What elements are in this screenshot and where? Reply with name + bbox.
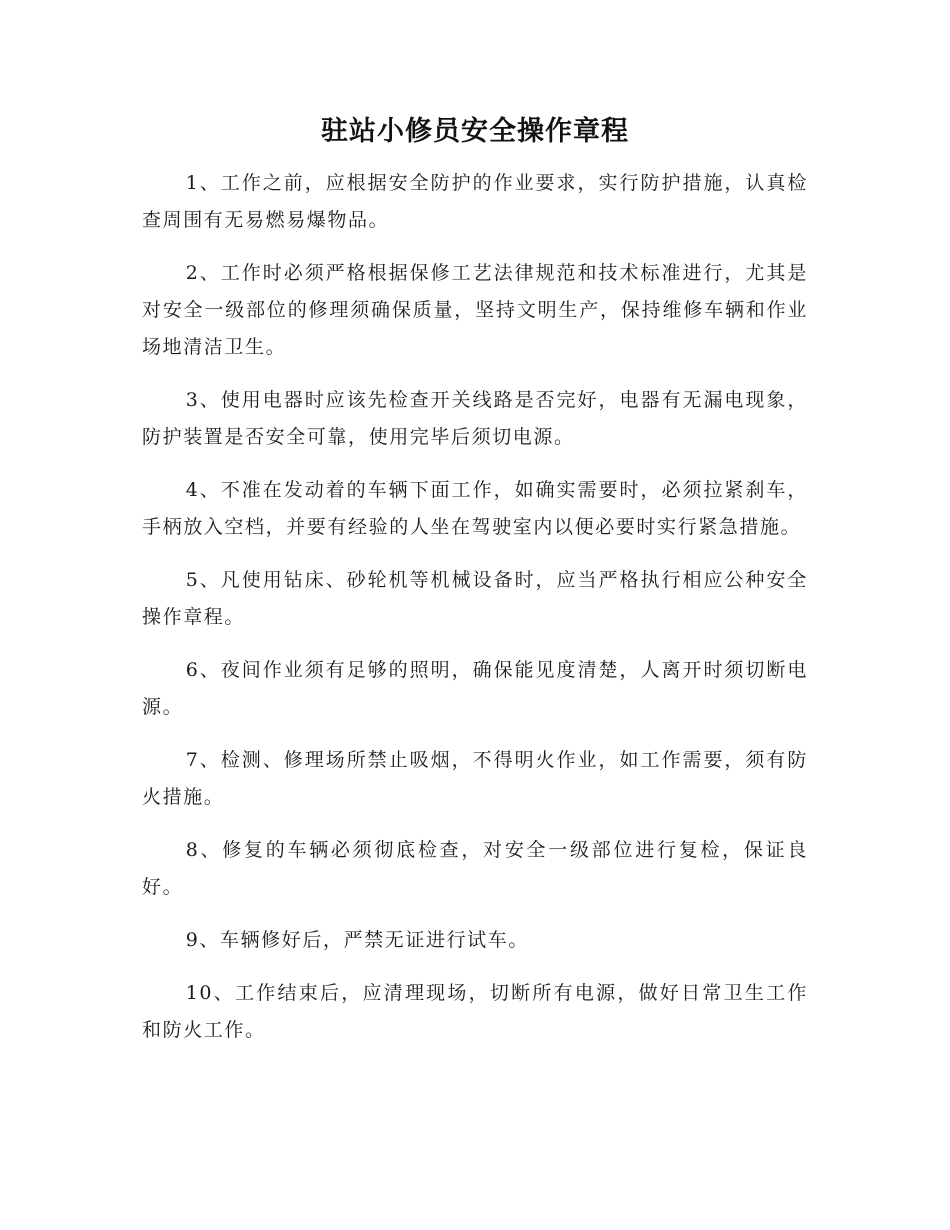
paragraph-5: 5、凡使用钻床、砂轮机等机械设备时，应当严格执行相应公种安全操作章程。 — [142, 569, 808, 628]
paragraph-8: 8、修复的车辆必须彻底检查，对安全一级部位进行复检，保证良好。 — [142, 839, 808, 898]
paragraph-2: 2、工作时必须严格根据保修工艺法律规范和技术标准进行，尤其是对安全一级部位的修理须确保质量，坚持文明生产，保持维修车辆和作业场地清洁卫生。 — [142, 262, 808, 358]
paragraph-9: 9、车辆修好后，严禁无证进行试车。 — [185, 929, 529, 951]
document-title: 驻站小修员安全操作章程 — [321, 116, 629, 147]
paragraph-6: 6、夜间作业须有足够的照明，确保能见度清楚，人离开时须切断电源。 — [142, 659, 808, 718]
paragraph-4: 4、不准在发动着的车辆下面工作，如确实需要时，必须拉紧刹车，手柄放入空档，并要有经验的人坐在驾驶室内以便必要时实行紧急措施。 — [142, 479, 808, 538]
paragraph-7: 7、检测、修理场所禁止吸烟，不得明火作业，如工作需要，须有防火措施。 — [142, 749, 808, 808]
document-body — [142, 165, 808, 1065]
paragraph-10: 10、工作结束后，应清理现场，切断所有电源，做好日常卫生工作和防火工作。 — [142, 982, 808, 1041]
paragraph-1: 1、工作之前，应根据安全防护的作业要求，实行防护措施，认真检查周围有无易燃易爆物品。 — [142, 172, 808, 231]
paragraph-3: 3、使用电器时应该先检查开关线路是否完好，电器有无漏电现象，防护装置是否安全可靠，使用完毕后须切电源。 — [142, 389, 808, 448]
